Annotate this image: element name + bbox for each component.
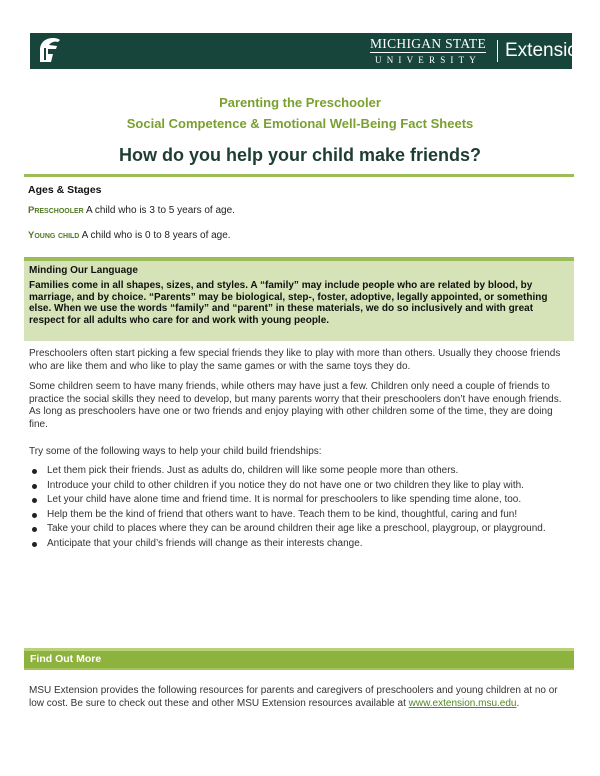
minding-text: Families come in all shapes, sizes, and styles. A “family” may include people who are related by blood, by marriage, and by choice. “Parents” may be biological, step-, foster, adoptive, legally appointed, or something else. When we use the words “family” and “parent” in these materials, we do so inclusively and with great respect for all adults who care for and work with young people. — [29, 280, 548, 326]
body-paragraph-2: Some children seem to have many friends, while others may have just a few. Children only need a couple of friends to practice the social skills they need to develop, but many parents worry that their preschoolers don’t have enough friends. As long as preschoolers have one or two friends and enjoy playing with other children some of the time, they are doing fine. — [29, 381, 562, 430]
list-item: Let them pick their friends. Just as adults do, children will like some people more than others. — [29, 465, 574, 478]
series-subtitle: Social Competence & Emotional Well-Being Fact Sheets — [126, 116, 474, 131]
bullet-icon — [32, 498, 37, 503]
find-out-more-text: MSU Extension provides the following resources for parents and caregivers of preschoolers and young children at no or low cost. Be sure to check out these and other MSU Extension resources available at www.extension.msu.edu. — [29, 685, 558, 709]
extension-wordmark: Extension — [505, 40, 589, 61]
ages-heading: Ages & Stages — [28, 184, 102, 196]
bullet-icon — [32, 542, 37, 547]
bullet-icon — [32, 513, 37, 518]
minding-heading: Minding Our Language — [29, 265, 138, 276]
title-rule — [24, 174, 574, 177]
tips-list — [29, 465, 574, 552]
bullet-icon — [32, 484, 37, 489]
list-item: Anticipate that your child’s friends will change as their interests change. — [29, 538, 574, 551]
msu-wordmark — [370, 37, 486, 66]
msu-university: UNIVERSITY — [375, 55, 481, 65]
young-child-definition — [28, 230, 231, 241]
list-item: Let your child have alone time and friend time. It is normal for preschoolers to like spending time alone, too. — [29, 494, 574, 507]
preschooler-term: Preschooler — [28, 205, 84, 216]
young-child-term: Young child — [28, 230, 80, 241]
series-title: Parenting the Preschooler — [219, 95, 381, 110]
list-item: Help them be the kind of friend that others want to have. Teach them to be kind, thoughtful, caring and fun! — [29, 509, 574, 522]
list-item: Introduce your child to other children if you notice they do not have one or two children they like to play with. — [29, 480, 574, 493]
find-out-more-bar: Find Out More — [24, 648, 574, 670]
preschooler-definition — [28, 205, 235, 216]
msu-extension-banner — [30, 33, 589, 69]
spartan-helmet-icon — [36, 36, 62, 66]
minding-language-box — [24, 257, 574, 341]
bullet-icon — [32, 527, 37, 532]
bullet-icon — [32, 469, 37, 474]
msu-name: MICHIGAN STATE — [370, 36, 486, 51]
banner-divider — [497, 40, 498, 62]
list-item: Take your child to places where they can be around children their age like a preschool, playgroup, or playground. — [29, 523, 574, 536]
extension-website-link[interactable]: www.extension.msu.edu — [408, 697, 517, 709]
preschooler-def-text: A child who is 3 to 5 years of age. — [85, 205, 235, 216]
young-child-def-text: A child who is 0 to 8 years of age. — [81, 230, 231, 241]
body-paragraph-1: Preschoolers often start picking a few special friends they like to play with more than others. Usually they choose friends who are like them and who like to play the same games or with the same toys they do. — [29, 348, 561, 372]
page-title: How do you help your child make friends? — [118, 145, 482, 165]
body-paragraph-3: Try some of the following ways to help your child build friendships: — [29, 446, 322, 457]
